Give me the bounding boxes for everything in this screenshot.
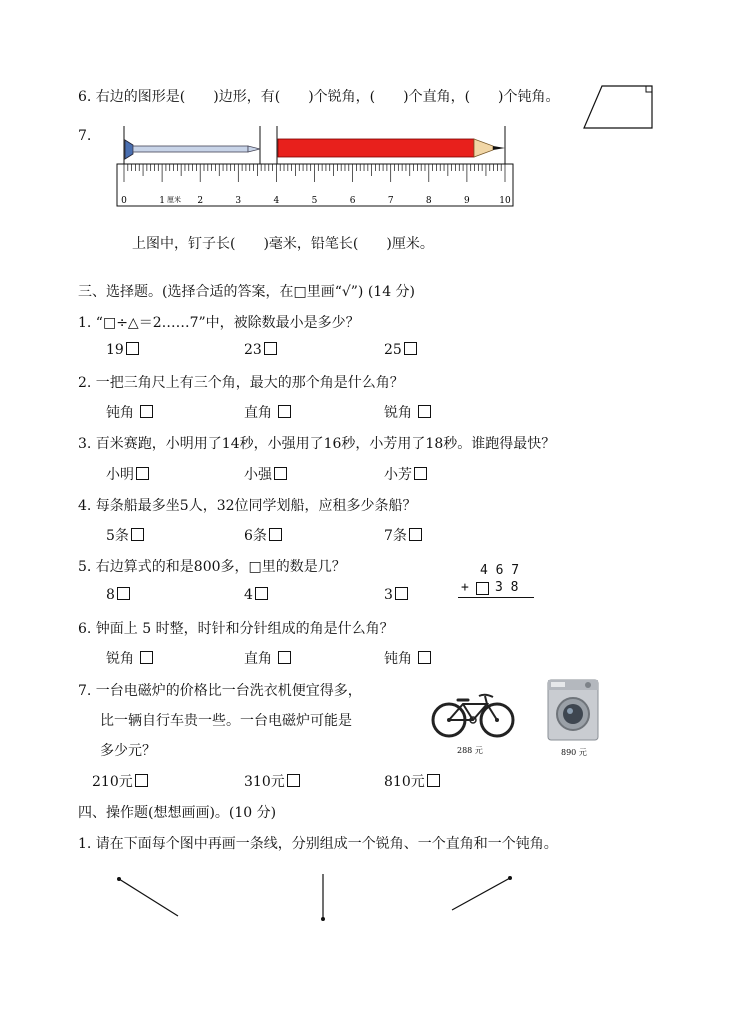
choice-q5: 5. 右边算式的和是800多，□里的数是几？ <box>78 559 346 575</box>
checkbox[interactable] <box>269 528 282 541</box>
choice-q6-option-a[interactable]: 锐角 <box>106 648 153 668</box>
choice-q3-option-b[interactable]: 小强 <box>244 464 287 484</box>
ruler-number-label: 4 <box>273 196 280 206</box>
trapezoid-figure <box>582 84 654 130</box>
choice-q4-option-a[interactable]: 5条 <box>106 525 144 545</box>
choice-q6-option-c[interactable]: 钝角 <box>384 648 431 668</box>
choice-q3: 3. 百米赛跑，小明用了14秒，小强用了16秒，小芳用了18秒。谁跑得最快？ <box>78 436 556 452</box>
checkbox[interactable] <box>418 405 431 418</box>
checkbox[interactable] <box>140 651 153 664</box>
choice-q7-option-c[interactable]: 810元 <box>384 771 440 791</box>
checkbox[interactable] <box>278 651 291 664</box>
ruler-number-label: 0 <box>121 196 127 206</box>
checkbox[interactable] <box>287 774 300 787</box>
checkbox[interactable] <box>414 467 427 480</box>
checkbox[interactable] <box>255 587 268 600</box>
choice-q7-option-b[interactable]: 310元 <box>244 771 300 791</box>
choice-q7-line-2: 比一辆自行车贵一些。一台电磁炉可能是 <box>100 713 352 729</box>
bicycle-icon <box>431 692 517 742</box>
addition-blank-box[interactable] <box>476 582 489 595</box>
nail-icon <box>125 140 260 159</box>
question-7-number: 7. <box>78 128 92 144</box>
ruler-number-label: 10 <box>499 196 511 206</box>
ruler-number-label: 3 <box>235 196 242 206</box>
checkbox[interactable] <box>418 651 431 664</box>
checkbox[interactable] <box>135 774 148 787</box>
checkbox[interactable] <box>117 587 130 600</box>
ray-figure-2 <box>321 874 325 921</box>
choice-q1-option-c[interactable]: 25 <box>384 342 417 358</box>
choice-q1-option-a[interactable]: 19 <box>106 342 139 358</box>
question-6-geometry: 6. 右边的图形是( )边形，有( )个锐角，( )个直角，( )个钝角。 <box>78 89 560 105</box>
bicycle-price: 288 元 <box>457 746 483 755</box>
checkbox[interactable] <box>136 467 149 480</box>
ruler-number-label: 6 <box>349 196 356 206</box>
ruler-number-label: 8 <box>425 196 432 206</box>
addition-plus-sign: + <box>461 580 469 595</box>
checkbox[interactable] <box>126 342 139 355</box>
ruler-figure <box>115 124 515 210</box>
washing-machine-icon <box>546 678 600 742</box>
choice-q2-option-a[interactable]: 钝角 <box>106 402 153 422</box>
angle-drawing-area <box>110 870 530 930</box>
choice-q2-option-b[interactable]: 直角 <box>244 402 291 422</box>
choice-q5-option-b[interactable]: 4 <box>244 587 268 603</box>
vertical-addition <box>458 563 534 599</box>
choice-q7-line-1: 7. 一台电磁炉的价格比一台洗衣机便宜得多， <box>78 683 362 699</box>
choice-q3-option-a[interactable]: 小明 <box>106 464 149 484</box>
choice-q7-line-3: 多少元？ <box>100 743 156 759</box>
checkbox[interactable] <box>264 342 277 355</box>
operation-q1: 1. 请在下面每个图中再画一条线，分别组成一个锐角、一个直角和一个钝角。 <box>78 836 558 852</box>
checkbox[interactable] <box>140 405 153 418</box>
checkbox[interactable] <box>278 405 291 418</box>
ruler-number-label: 1 <box>159 196 165 206</box>
section-3-title: 三、选择题。(选择合适的答案，在□里画“√”) (14 分) <box>78 284 416 300</box>
checkbox[interactable] <box>274 467 287 480</box>
checkbox[interactable] <box>404 342 417 355</box>
pencil-icon <box>278 139 505 157</box>
addition-bottom-number: 3 8 <box>495 580 519 595</box>
ray-figure-3 <box>452 876 512 910</box>
addition-top-number: 4 6 7 <box>480 563 520 578</box>
choice-q1: 1. “□÷△＝2……7”中，被除数最小是多少？ <box>78 315 360 331</box>
choice-q5-option-a[interactable]: 8 <box>106 587 130 603</box>
choice-q6: 6. 钟面上 5 时整，时针和分针组成的角是什么角？ <box>78 621 394 637</box>
ruler-number-label: 7 <box>387 196 394 206</box>
choice-q4-option-b[interactable]: 6条 <box>244 525 282 545</box>
choice-q2: 2. 一把三角尺上有三个角，最大的那个角是什么角？ <box>78 375 404 391</box>
checkbox[interactable] <box>427 774 440 787</box>
addition-underline <box>458 597 534 598</box>
choice-q1-option-b[interactable]: 23 <box>244 342 277 358</box>
choice-q4: 4. 每条船最多坐5人，32位同学划船，应租多少条船？ <box>78 498 417 514</box>
section-4-title: 四、操作题(想想画画)。(10 分) <box>78 805 277 821</box>
choice-q6-option-b[interactable]: 直角 <box>244 648 291 668</box>
checkbox[interactable] <box>395 587 408 600</box>
checkbox[interactable] <box>409 528 422 541</box>
checkbox[interactable] <box>131 528 144 541</box>
ruler-number-label: 2 <box>197 196 204 206</box>
ruler-number-label: 5 <box>311 196 318 206</box>
choice-q2-option-c[interactable]: 锐角 <box>384 402 431 422</box>
choice-q5-option-c[interactable]: 3 <box>384 587 408 603</box>
ruler-unit-label: 厘米 <box>167 196 181 204</box>
washing-machine-price: 890 元 <box>561 748 587 757</box>
question-7-text: 上图中，钉子长( )毫米，铅笔长( )厘米。 <box>132 236 434 252</box>
ray-figure-1 <box>117 877 178 916</box>
choice-q7-option-a[interactable]: 210元 <box>92 771 148 791</box>
choice-q4-option-c[interactable]: 7条 <box>384 525 422 545</box>
choice-q3-option-c[interactable]: 小芳 <box>384 464 427 484</box>
ruler-number-label: 9 <box>464 196 470 206</box>
